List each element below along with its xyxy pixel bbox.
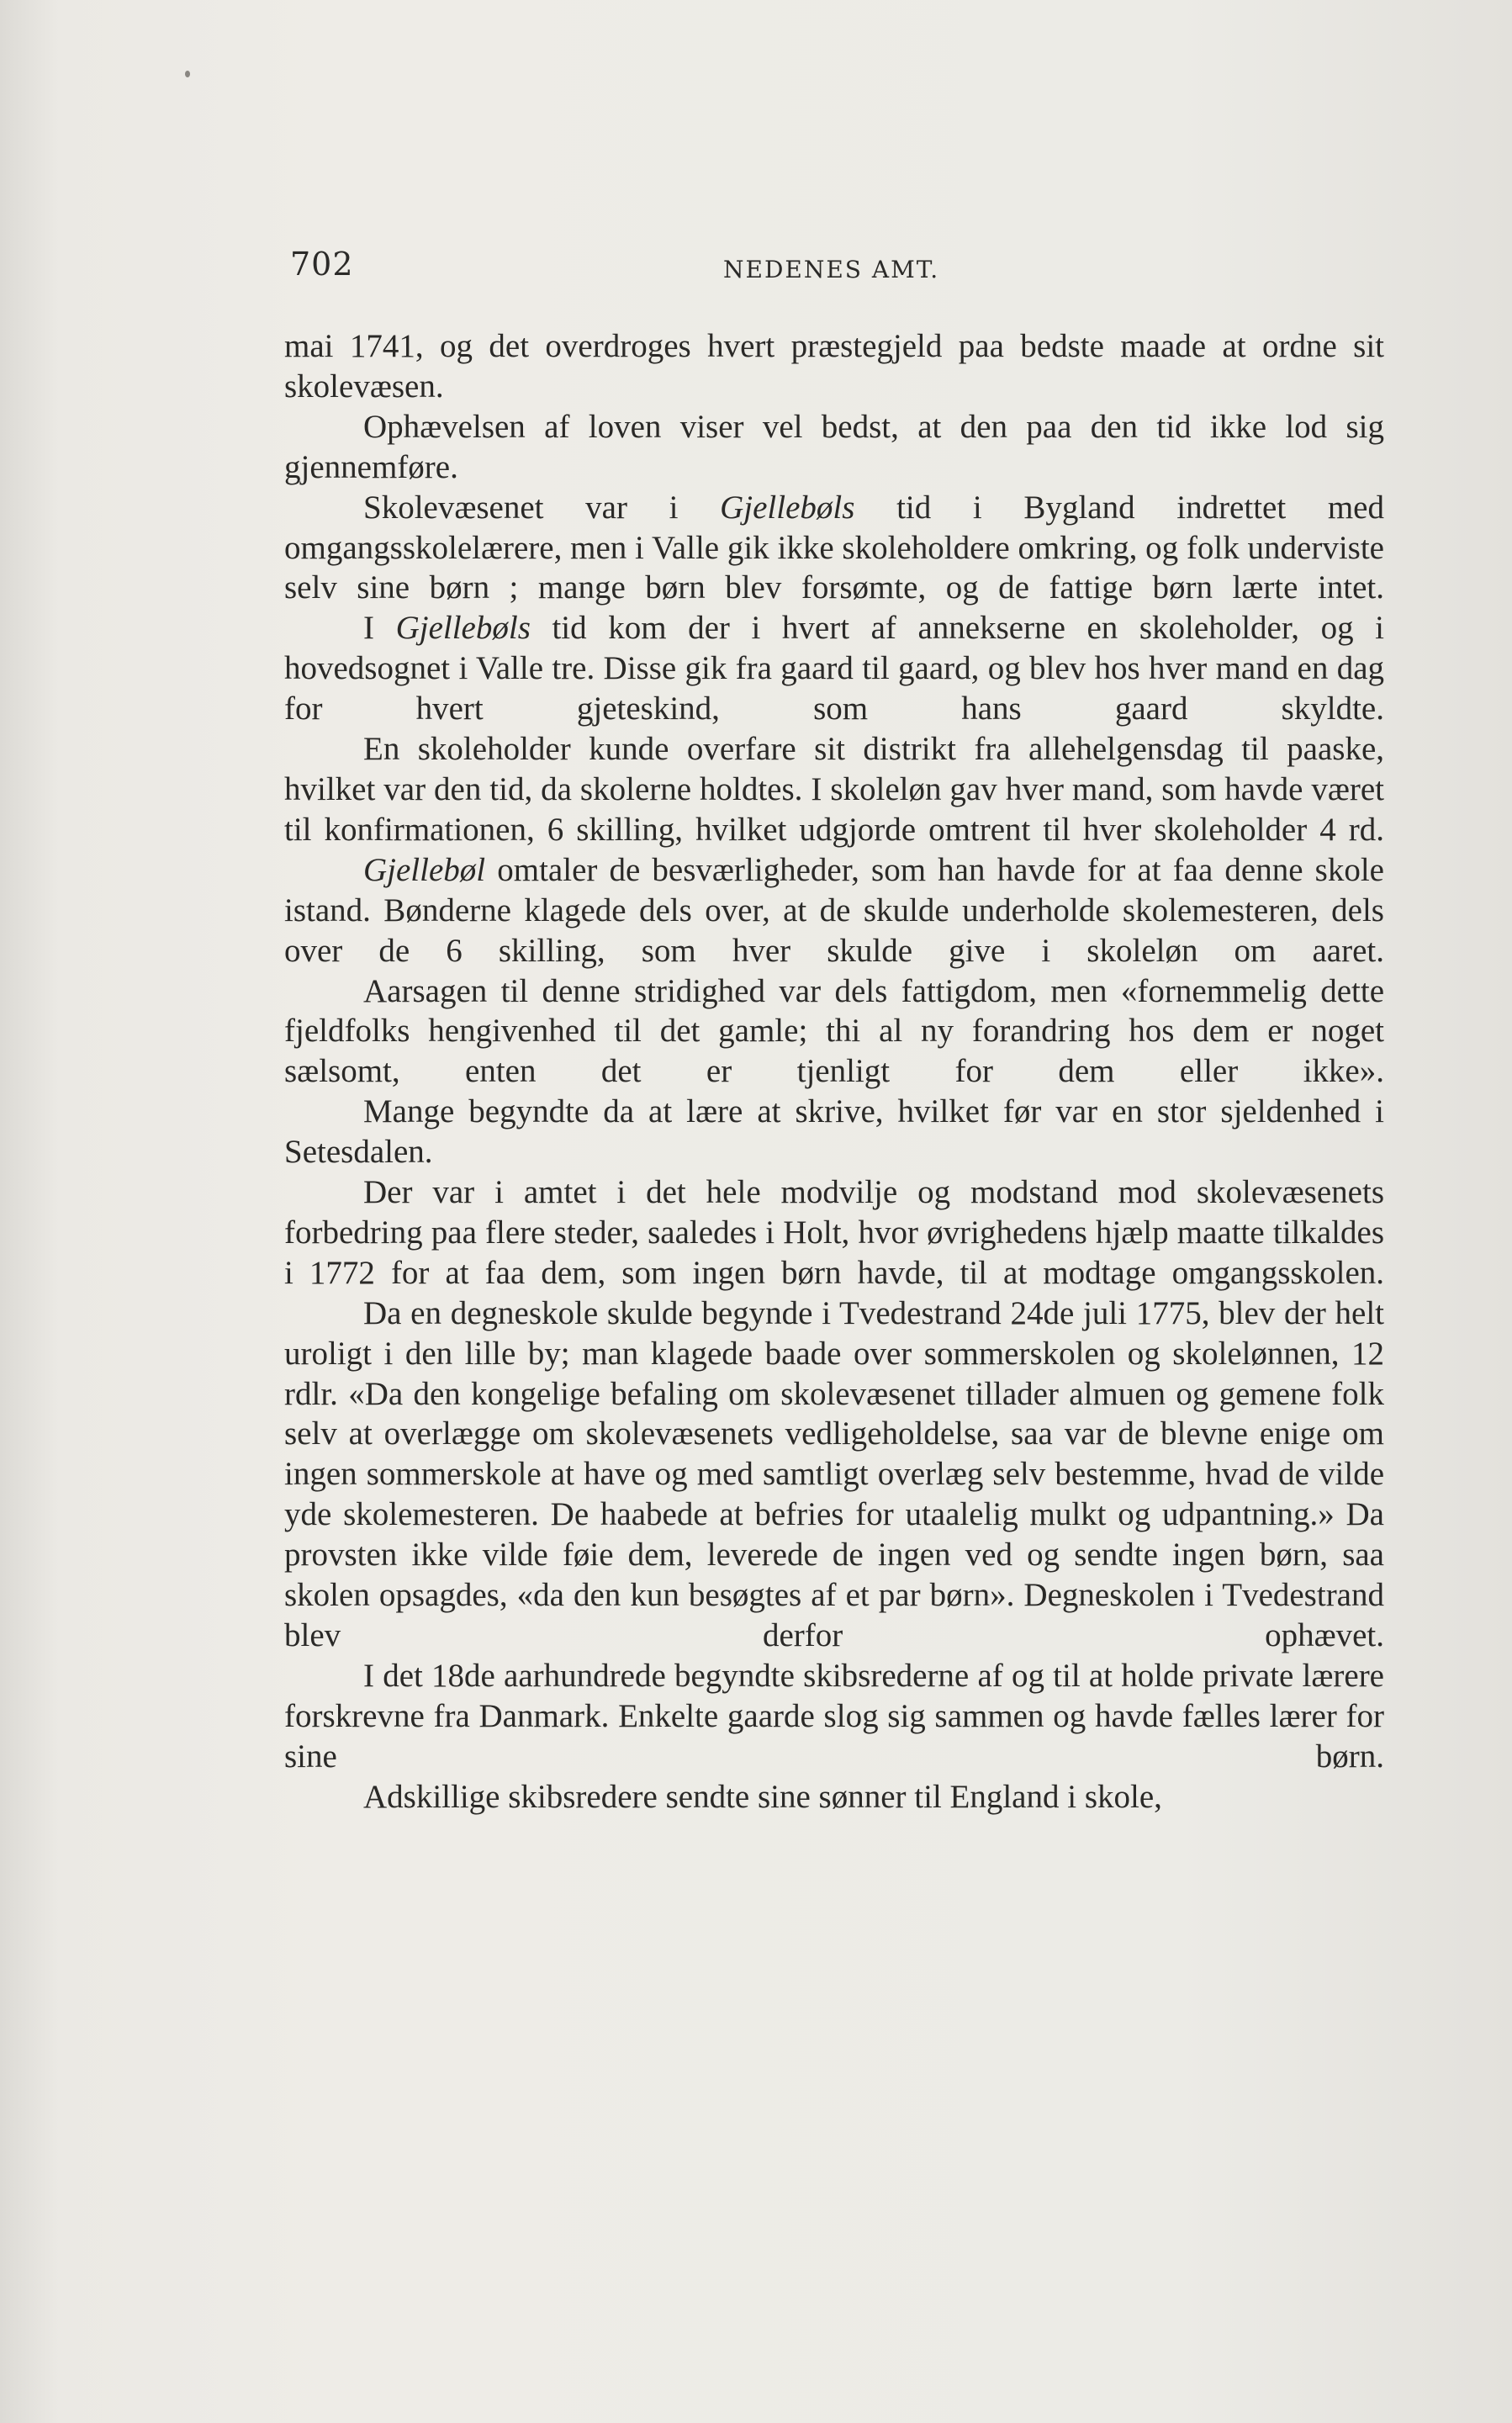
paragraph-3-rest: tid i Bygland indrettet med omgangsskolelærere, men i Valle gik ikke skoleholdere omkring, og folk underviste selv sine børn ; mange børn blev forsømte, og de fattige børn lærte intet.	[284, 489, 1384, 606]
emphasized-name: Gjellebøl	[363, 851, 486, 888]
paragraph-3-start: Skolevæsenet var i	[363, 489, 721, 526]
paragraph-6	[284, 850, 1384, 971]
paragraph-12: Adskillige skibsredere sendte sine sønner til England i skole,	[363, 1778, 1162, 1815]
paragraph-7: Aarsagen til denne stridighed var dels fattigdom, men «fornemmelig dette fjeldfolks hengivenhed til det gamle; thi al ny forandring hos dem er noget sælsomt, enten det er tjenligt for dem eller ikke».	[284, 972, 1384, 1090]
body-text	[284, 326, 1384, 2177]
paragraph-3	[284, 488, 1384, 609]
paragraph-1: mai 1741, og det overdroges hvert præstegjeld paa bedste maade at ordne sit skolevæsen.	[284, 328, 1384, 405]
paragraph-4-start: I	[363, 610, 396, 647]
running-head	[290, 246, 1383, 288]
paragraph-10: Da en degneskole skulde begynde i Tvedestrand 24de juli 1775, blev der helt uroligt i den lille by; man klagede baade over sommerskolen og skolelønnen, 12 rdlr. «Da den kongelige befaling om skolevæsenet tillader almuen og gemene folk selv at overlægge om skolevæsenets vedligeholdelse, saa var de blevne enige om ingen sommerskole at have og med samtligt overlæg selv bestemme, hvad de vilde yde skolemesteren. De haabede at befries for utaalelig mulkt og udpantning.» Da provsten ikke vilde føie dem, leverede de ingen ved og sendte ingen børn, saa skolen opsagdes, «da den kun besøgtes af et par børn». Degneskolen i Tvedestrand blev derfor ophævet.	[284, 1294, 1384, 1653]
paragraph-4	[284, 608, 1384, 729]
paragraph-9: Der var i amtet i det hele modvilje og modstand mod skolevæsenets forbedring paa flere steder, saaledes i Holt, hvor øvrighedens hjælp maatte tilkaldes i 1772 for at faa dem, som ingen børn havde, til at modtage omgangsskolen.	[284, 1174, 1384, 1291]
paragraph-6-rest: omtaler de besværligheder, som han havde for at faa denne skole istand. Bønderne klagede dels over, at de skulde underholde skolemesteren, dels over de 6 skilling, som hver skulde give i skoleløn om aaret.	[284, 851, 1384, 969]
ink-speck	[185, 71, 190, 77]
emphasized-name: Gjellebøls	[720, 489, 855, 526]
paragraph-4-rest: tid kom der i hvert af annekserne en skoleholder, og i hovedsognet i Valle tre. Disse gik fra gaard til gaard, og blev hos hver mand en dag for hvert gjeteskind, som hans gaard skyldte.	[284, 610, 1384, 727]
chapter-header: NEDENES AMT.	[723, 256, 940, 283]
paragraph-11: I det 18de aarhundrede begyndte skibsrederne af og til at holde private lærere forskrevne fra Danmark. Enkelte gaarde slog sig sammen og havde fælles lærer for sine børn.	[284, 1657, 1384, 1775]
paragraph-8: Mange begyndte da at lære at skrive, hvilket før var en stor sjeldenhed i Setesdalen.	[284, 1093, 1384, 1171]
page-number: 702	[290, 246, 354, 283]
paragraph-2: Ophævelsen af loven viser vel bedst, at den paa den tid ikke lod sig gjennemføre.	[284, 408, 1384, 485]
emphasized-name: Gjellebøls	[395, 610, 531, 647]
paragraph-5: En skoleholder kunde overfare sit distrikt fra allehelgensdag til paaske, hvilket var den tid, da skolerne holdtes. I skoleløn gav hver mand, som havde været til konfirmationen, 6 skilling, hvilket udgjorde omtrent til hver skoleholder 4 rd.	[284, 731, 1384, 848]
